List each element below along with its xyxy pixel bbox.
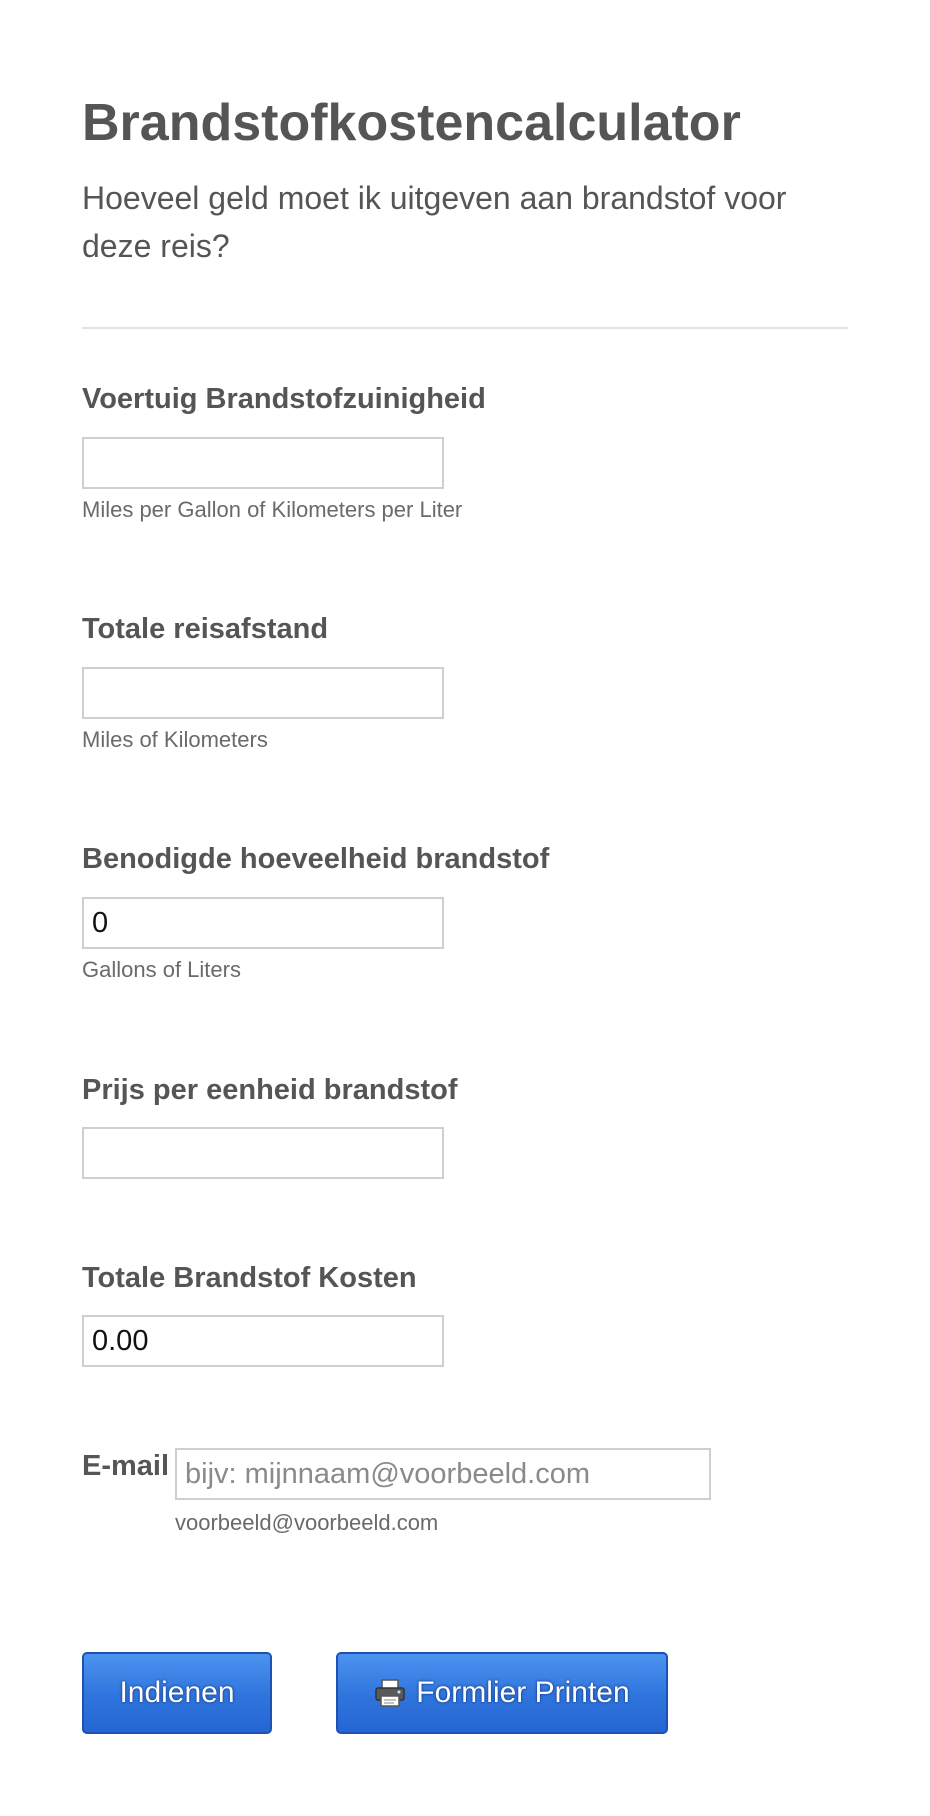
form-title: Brandstofkostencalculator: [82, 94, 741, 152]
distance-sublabel: Miles of Kilometers: [82, 727, 268, 752]
fuel-economy-sublabel: Miles per Gallon of Kilometers per Liter: [82, 497, 463, 522]
print-form-button-label: Formlier Printen: [416, 1676, 630, 1709]
fuel-needed-input[interactable]: [82, 897, 444, 949]
form-subtitle: Hoeveel geld moet ik uitgeven aan brandstof voor deze reis?: [82, 180, 787, 264]
print-form-button[interactable]: [336, 1652, 668, 1734]
email-input[interactable]: [175, 1448, 711, 1500]
total-cost-label: Totale Brandstof Kosten: [82, 1262, 417, 1294]
submit-button[interactable]: [82, 1652, 272, 1734]
fuel-needed-sublabel: Gallons of Liters: [82, 957, 241, 982]
printer-icon: [374, 1678, 406, 1708]
distance-label: Totale reisafstand: [82, 613, 329, 645]
email-sublabel: voorbeeld@voorbeeld.com: [175, 1510, 439, 1535]
fuel-needed-label: Benodigde hoeveelheid brandstof: [82, 843, 550, 875]
unit-price-input[interactable]: [82, 1127, 444, 1179]
fuel-economy-input[interactable]: [82, 437, 444, 489]
total-cost-input[interactable]: [82, 1315, 444, 1367]
header-divider: [82, 327, 848, 329]
fuel-economy-label: Voertuig Brandstofzuinigheid: [82, 383, 486, 415]
submit-button-label: Indienen: [119, 1676, 235, 1709]
distance-input[interactable]: [82, 667, 444, 719]
email-label: E-mail: [82, 1450, 170, 1482]
unit-price-label: Prijs per eenheid brandstof: [82, 1074, 458, 1106]
